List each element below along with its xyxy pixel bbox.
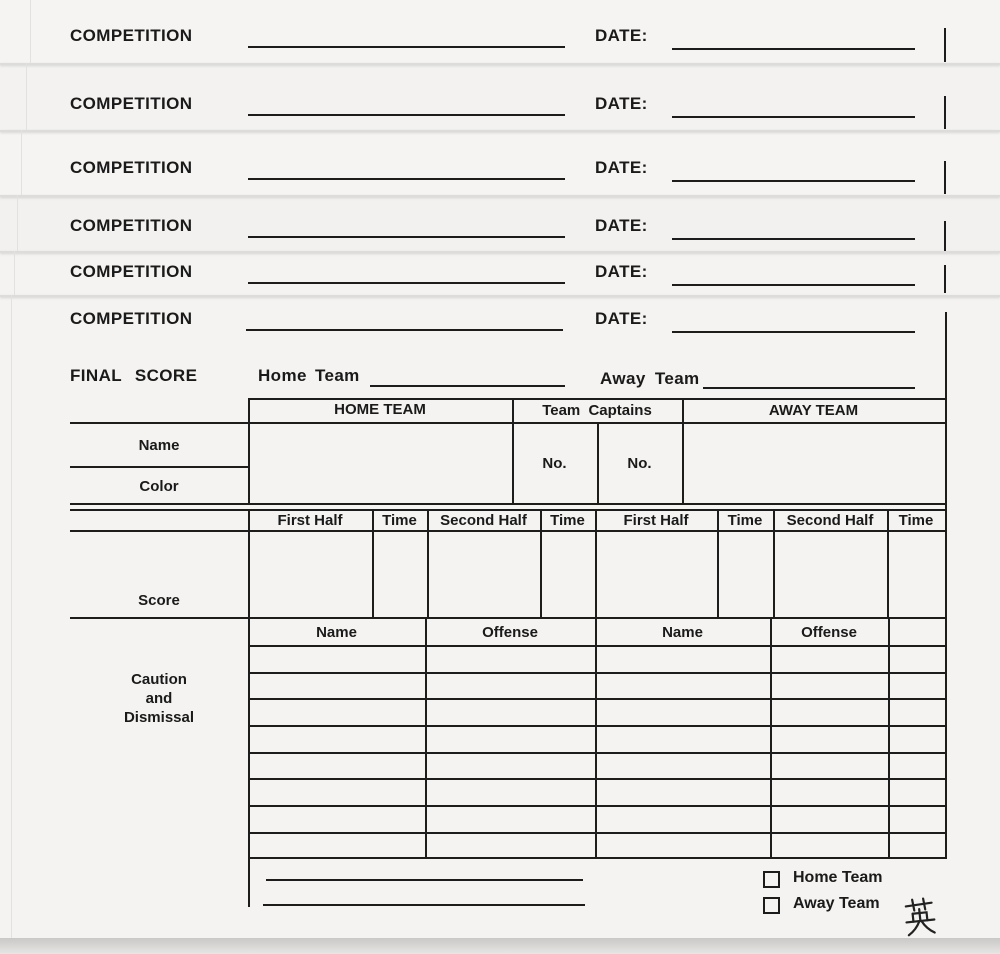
score-row-label: Score (138, 592, 180, 609)
caution-header-offense: Offense (482, 624, 538, 641)
competition-blank-line (248, 282, 565, 284)
column-header-time: Time (550, 512, 585, 529)
footer-left-rule (248, 857, 250, 907)
table-border (248, 398, 947, 400)
away-team-checkbox-label: Away Team (793, 895, 880, 912)
crop-mark (944, 96, 946, 129)
sheet-left-edge (30, 0, 31, 63)
caution-row-divider (248, 698, 947, 700)
column-header-first-half: First Half (277, 512, 343, 529)
away-team-header: AWAY TEAM (768, 402, 859, 419)
captain-no-label: No. (542, 455, 567, 472)
home-team-checkbox-label: Home Team (793, 869, 883, 886)
competition-label: COMPETITION (70, 94, 193, 113)
crop-mark (944, 28, 946, 62)
column-header-first-half: First Half (623, 512, 689, 529)
sheet-left-edge (11, 295, 12, 938)
name-row-label: Name (138, 437, 180, 454)
home-team-blank-line (370, 385, 565, 387)
date-blank-line (672, 116, 915, 118)
competition-blank-line (248, 46, 565, 48)
table-border (248, 509, 947, 511)
caution-row-divider (248, 672, 947, 674)
caution-row-divider (248, 805, 947, 807)
date-label: DATE: (595, 262, 648, 281)
competition-blank-line (248, 236, 565, 238)
table-border (248, 617, 250, 859)
competition-label: COMPETITION (70, 158, 193, 177)
caution-row-divider (248, 725, 947, 727)
crop-mark (944, 265, 946, 293)
captain-no-label: No. (627, 455, 652, 472)
competition-blank-line (248, 178, 565, 180)
label-rule (70, 466, 250, 468)
team-captains-header: Team Captains (542, 402, 652, 419)
caution-header-name: Name (662, 624, 703, 641)
sheet-left-edge (14, 251, 15, 295)
column-header-time: Time (382, 512, 417, 529)
caution-header-name: Name (316, 624, 357, 641)
table-border (248, 530, 947, 532)
date-blank-line (672, 48, 915, 50)
label-rule (70, 422, 248, 424)
sheet-edge (0, 295, 1000, 297)
column-header-time: Time (898, 512, 934, 529)
competition-blank-line (248, 114, 565, 116)
competition-label: COMPETITION (70, 216, 193, 235)
table-border (770, 617, 772, 859)
crop-mark (944, 221, 946, 251)
table-border (70, 617, 947, 619)
away-team-blank-line (703, 387, 915, 389)
table-border (425, 617, 427, 859)
caution-row-divider (248, 832, 947, 834)
column-header-second-half: Second Half (786, 512, 874, 529)
table-border (248, 857, 947, 859)
sheet-left-edge (21, 130, 22, 195)
table-border (595, 617, 597, 859)
signature-line (263, 904, 585, 906)
sheet-edge (0, 130, 1000, 132)
date-label: DATE: (595, 26, 648, 45)
competition-label: COMPETITION (70, 262, 193, 281)
away-team-checkbox (763, 897, 780, 914)
sheet-edge (0, 251, 1000, 253)
date-blank-line (672, 238, 915, 240)
caution-dismissal-label: Dismissal (123, 709, 195, 726)
label-rule (70, 509, 248, 511)
sheet-edge (0, 63, 1000, 65)
date-blank-line (672, 284, 915, 286)
caution-dismissal-label: Caution (131, 671, 187, 688)
sheet-edge (0, 195, 1000, 197)
date-label: DATE: (595, 158, 648, 177)
date-blank-line (672, 331, 915, 333)
label-rule (70, 503, 248, 505)
color-row-label: Color (139, 478, 179, 495)
table-border (888, 617, 890, 859)
stamp-character (901, 895, 939, 938)
signature-line (266, 879, 583, 881)
caution-row-divider (248, 752, 947, 754)
crop-mark (944, 161, 946, 194)
final-score-label: FINAL SCORE (70, 366, 198, 385)
caution-row-divider (248, 778, 947, 780)
date-label: DATE: (595, 94, 648, 113)
home-team-checkbox (763, 871, 780, 888)
competition-label: COMPETITION (70, 26, 193, 45)
away-team-label: Away Team (600, 369, 700, 388)
date-blank-line (672, 180, 915, 182)
home-team-label: Home Team (258, 366, 360, 385)
label-rule (70, 530, 248, 532)
competition-label: COMPETITION (70, 309, 193, 328)
competition-blank-line (246, 329, 563, 331)
caution-dismissal-label: and (145, 690, 173, 707)
column-header-time: Time (727, 512, 763, 529)
caution-header-offense: Offense (801, 624, 857, 641)
date-label: DATE: (595, 309, 648, 328)
sheet-left-edge (17, 195, 18, 251)
sheet-left-edge (26, 63, 27, 130)
table-border (248, 645, 947, 647)
home-team-header: HOME TEAM (334, 401, 426, 418)
column-header-second-half: Second Half (440, 512, 527, 529)
date-label: DATE: (595, 216, 648, 235)
table-surface-shadow (0, 938, 1000, 954)
right-margin-rule (945, 312, 947, 859)
